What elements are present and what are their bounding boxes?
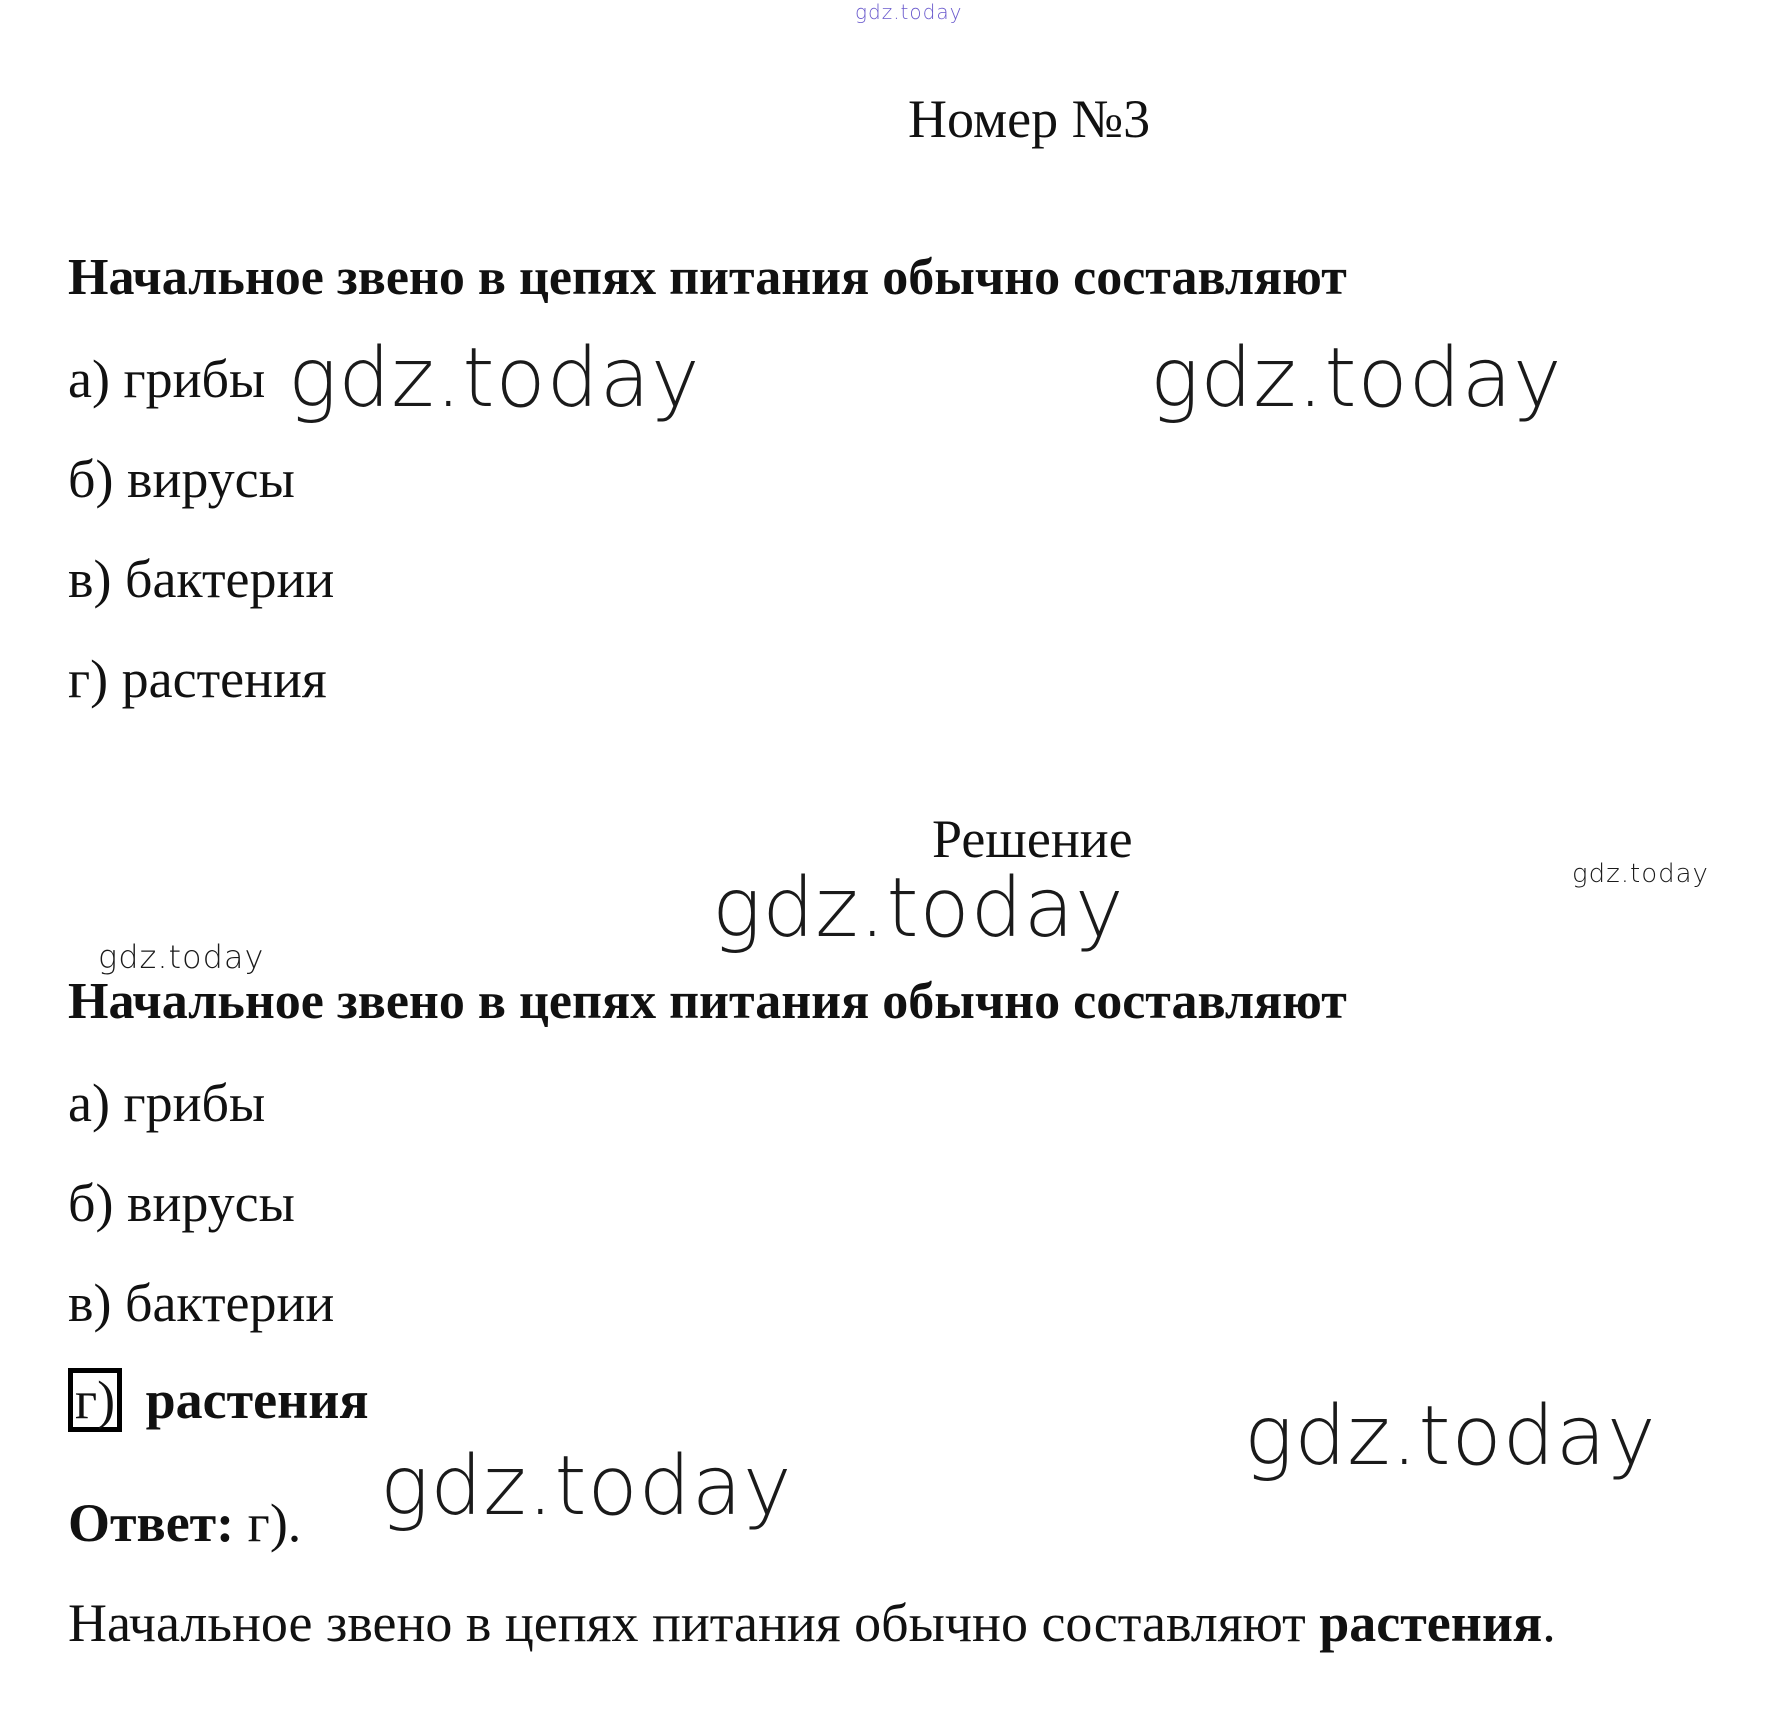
solution-title: Решение: [932, 809, 1133, 869]
explanation-end: .: [1542, 1593, 1556, 1653]
answer-value: г).: [247, 1493, 302, 1553]
solution-question: Начальное звено в цепях питания обычно составляют: [68, 973, 1347, 1030]
task-option-c: в) бактерии: [68, 549, 335, 609]
task-option-b: б) вирусы: [68, 449, 295, 509]
answer-label: Ответ:: [68, 1493, 235, 1553]
watermark-answer-right: gdz.today: [1244, 1389, 1657, 1484]
solution-option-a: а) грибы: [68, 1073, 266, 1133]
watermark-answer-center: gdz.today: [380, 1439, 793, 1534]
watermark-solution-left-small: gdz.today: [98, 938, 265, 976]
solution-option-correct: [68, 1368, 369, 1432]
solution-option-c: в) бактерии: [68, 1273, 335, 1333]
answer-line: [68, 1493, 302, 1553]
watermark-solution-right-small: gdz.today: [1572, 859, 1709, 889]
explanation-bold: растения: [1319, 1593, 1543, 1653]
task-question: Начальное звено в цепях питания обычно составляют: [68, 249, 1347, 306]
correct-option-text: растения: [145, 1370, 369, 1430]
correct-letter-box: г): [68, 1368, 122, 1432]
explanation-line: [68, 1593, 1556, 1653]
explanation-text: Начальное звено в цепях питания обычно составляют: [68, 1593, 1320, 1653]
page-title: Номер №3: [908, 89, 1151, 149]
task-option-a: а) грибы: [68, 349, 266, 409]
watermark-line-a-right: gdz.today: [1150, 331, 1563, 426]
watermark-top: gdz.today: [855, 0, 963, 24]
solution-option-b: б) вирусы: [68, 1173, 295, 1233]
watermark-solution-center: gdz.today: [712, 861, 1125, 956]
watermark-line-a-left: gdz.today: [288, 331, 701, 426]
task-option-d: г) растения: [68, 649, 327, 709]
